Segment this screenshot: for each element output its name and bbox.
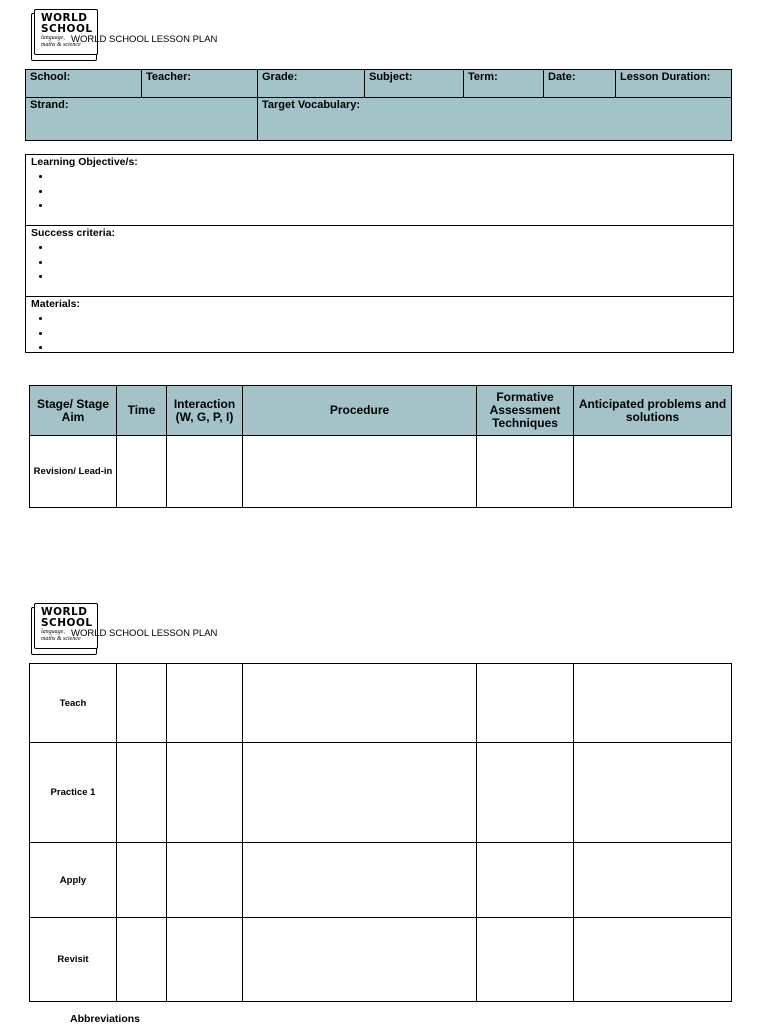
list-item[interactable] bbox=[51, 327, 728, 342]
interaction-cell[interactable] bbox=[167, 918, 243, 1002]
strand-field[interactable]: Strand: bbox=[26, 98, 258, 141]
list-item[interactable] bbox=[51, 341, 728, 356]
logo-line1: WORLD bbox=[41, 12, 88, 24]
materials-section[interactable] bbox=[26, 297, 733, 352]
procedure-cell[interactable] bbox=[243, 918, 477, 1002]
procedure-cell[interactable] bbox=[243, 436, 477, 508]
col-problems-header: Anticipated problems and solutions bbox=[574, 386, 732, 436]
assessment-cell[interactable] bbox=[477, 843, 574, 918]
success-list bbox=[31, 241, 728, 285]
stage-name: Practice 1 bbox=[30, 743, 117, 843]
stage-name: Revision/ Lead-in bbox=[30, 436, 117, 508]
logo-line1: WORLD bbox=[41, 606, 88, 618]
plan-title: WORLD SCHOOL LESSON PLAN bbox=[71, 34, 218, 45]
teacher-field[interactable]: Teacher: bbox=[142, 70, 258, 98]
duration-field[interactable]: Lesson Duration: bbox=[616, 70, 732, 98]
success-label: Success criteria: bbox=[31, 227, 116, 239]
list-item[interactable] bbox=[51, 312, 728, 327]
procedure-cell[interactable] bbox=[243, 664, 477, 743]
assessment-cell[interactable] bbox=[477, 664, 574, 743]
interaction-cell[interactable] bbox=[167, 436, 243, 508]
stage-table bbox=[29, 385, 732, 508]
problems-cell[interactable] bbox=[574, 918, 732, 1002]
materials-label: Materials: bbox=[31, 298, 81, 310]
problems-cell[interactable] bbox=[574, 843, 732, 918]
col-stage-header: Stage/ Stage Aim bbox=[30, 386, 117, 436]
procedure-cell[interactable] bbox=[243, 843, 477, 918]
grade-field[interactable]: Grade: bbox=[258, 70, 365, 98]
table-row bbox=[30, 436, 732, 508]
objectives-box bbox=[25, 154, 734, 353]
col-assessment-header: Formative Assessment Techniques bbox=[477, 386, 574, 436]
materials-list bbox=[31, 312, 728, 356]
objectives-label: Learning Objective/s: bbox=[31, 156, 138, 168]
stage-table-continued bbox=[29, 663, 732, 1002]
lesson-info-table bbox=[25, 69, 732, 141]
assessment-cell[interactable] bbox=[477, 918, 574, 1002]
list-item[interactable] bbox=[51, 256, 728, 271]
interaction-cell[interactable] bbox=[167, 664, 243, 743]
date-field[interactable]: Date: bbox=[544, 70, 616, 98]
time-cell[interactable] bbox=[117, 436, 167, 508]
logo-line2: SCHOOL bbox=[41, 617, 93, 629]
stage-name: Revisit bbox=[30, 918, 117, 1002]
list-item[interactable] bbox=[51, 270, 728, 285]
logo-tagline1: language, bbox=[41, 35, 65, 41]
table-row bbox=[30, 843, 732, 918]
problems-cell[interactable] bbox=[574, 743, 732, 843]
time-cell[interactable] bbox=[117, 843, 167, 918]
logo-line2: SCHOOL bbox=[41, 23, 93, 35]
table-row bbox=[30, 743, 732, 843]
logo-tagline2: maths & science bbox=[41, 636, 81, 642]
success-section[interactable] bbox=[26, 226, 733, 297]
problems-cell[interactable] bbox=[574, 664, 732, 743]
objectives-section[interactable] bbox=[26, 155, 733, 226]
logo-tagline2: maths & science bbox=[41, 42, 81, 48]
table-row bbox=[30, 664, 732, 743]
col-interaction-header: Interaction (W, G, P, I) bbox=[167, 386, 243, 436]
subject-field[interactable]: Subject: bbox=[365, 70, 464, 98]
list-item[interactable] bbox=[51, 170, 728, 185]
vocabulary-field[interactable]: Target Vocabulary: bbox=[258, 98, 732, 141]
col-time-header: Time bbox=[117, 386, 167, 436]
procedure-cell[interactable] bbox=[243, 743, 477, 843]
plan-title: WORLD SCHOOL LESSON PLAN bbox=[71, 628, 218, 639]
abbreviations-heading: Abbreviations bbox=[70, 1013, 141, 1025]
list-item[interactable] bbox=[51, 185, 728, 200]
list-item[interactable] bbox=[51, 199, 728, 214]
interaction-cell[interactable] bbox=[167, 843, 243, 918]
time-cell[interactable] bbox=[117, 664, 167, 743]
interaction-cell[interactable] bbox=[167, 743, 243, 843]
table-row bbox=[30, 918, 732, 1002]
school-field[interactable]: School: bbox=[26, 70, 142, 98]
assessment-cell[interactable] bbox=[477, 436, 574, 508]
problems-cell[interactable] bbox=[574, 436, 732, 508]
time-cell[interactable] bbox=[117, 918, 167, 1002]
assessment-cell[interactable] bbox=[477, 743, 574, 843]
objectives-list bbox=[31, 170, 728, 214]
logo-tagline1: language, bbox=[41, 629, 65, 635]
time-cell[interactable] bbox=[117, 743, 167, 843]
col-procedure-header: Procedure bbox=[243, 386, 477, 436]
term-field[interactable]: Term: bbox=[464, 70, 544, 98]
stage-name: Apply bbox=[30, 843, 117, 918]
list-item[interactable] bbox=[51, 241, 728, 256]
stage-name: Teach bbox=[30, 664, 117, 743]
